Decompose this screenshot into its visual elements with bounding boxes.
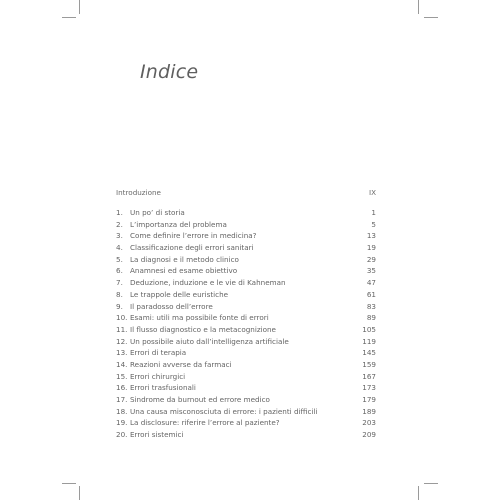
toc-entry-page: 29 <box>366 254 376 264</box>
toc-entry-number: 20. <box>116 430 128 440</box>
page-title: Indice <box>140 61 199 83</box>
toc-entry-label: Anamnesi ed esame obiettivo <box>130 266 238 276</box>
toc-entry[interactable] <box>116 208 376 220</box>
toc-entry[interactable] <box>116 383 376 395</box>
toc-entry[interactable] <box>116 220 376 232</box>
toc-entry-page: 159 <box>362 359 376 369</box>
toc-entry-number: 5. <box>116 254 123 264</box>
crop-mark-top-left-vertical <box>79 0 80 14</box>
toc-entry-page: 145 <box>362 348 376 358</box>
toc-entry-number: 3. <box>116 231 123 241</box>
toc-entry[interactable] <box>116 302 376 314</box>
toc-entry-page: 89 <box>366 313 376 323</box>
toc-entry-label: Classificazione degli errori sanitari <box>130 243 254 253</box>
toc-entry[interactable] <box>116 266 376 278</box>
toc-entry-page: 189 <box>362 406 376 416</box>
toc-entry-label: Le trappole delle euristiche <box>130 289 229 299</box>
toc-entry[interactable] <box>116 360 376 372</box>
crop-mark-bottom-right-vertical <box>418 486 419 500</box>
toc-entry-page: 5 <box>371 219 376 229</box>
toc-entry-number: 16. <box>116 383 128 393</box>
toc-entry-number: 18. <box>116 406 128 416</box>
toc-entry[interactable] <box>116 325 376 337</box>
toc-entry[interactable] <box>116 372 376 384</box>
crop-mark-bottom-right-horizontal <box>424 483 438 484</box>
toc-entry[interactable] <box>116 418 376 430</box>
toc-entry-page: 179 <box>362 395 376 404</box>
toc-entry-number: 15. <box>116 371 128 381</box>
toc-entry-label: La diagnosi e il metodo clinico <box>130 254 239 264</box>
toc-intro-row[interactable] <box>116 188 376 202</box>
toc-entry[interactable] <box>116 348 376 360</box>
toc-entry-page: 209 <box>362 430 376 440</box>
toc-entry-label: Il flusso diagnostico e la metacognizione <box>130 324 276 334</box>
toc-entry-label: Errori sistemici <box>130 430 184 440</box>
toc-entry[interactable] <box>116 278 376 290</box>
toc-entry-page: 167 <box>362 371 376 381</box>
toc-entry-number: 12. <box>116 336 128 346</box>
toc-entry-label: Il paradosso dell’errore <box>130 301 213 311</box>
toc-entry-number: 8. <box>116 289 123 299</box>
toc-entry-label: Un possibile aiuto dall’intelligenza artificiale <box>130 336 289 346</box>
crop-mark-top-left-horizontal <box>62 17 76 18</box>
toc-entry[interactable] <box>116 395 376 407</box>
toc-entry[interactable] <box>116 290 376 302</box>
toc-entry-number: 17. <box>116 395 128 404</box>
toc-entry-label: Reazioni avverse da farmaci <box>130 359 232 369</box>
table-of-contents <box>116 188 376 442</box>
toc-entry[interactable] <box>116 313 376 325</box>
toc-entry[interactable] <box>116 407 376 419</box>
toc-entry[interactable] <box>116 231 376 243</box>
toc-entry-number: 14. <box>116 359 128 369</box>
toc-entry-number: 7. <box>116 278 123 288</box>
toc-entry-page: 83 <box>366 301 376 311</box>
toc-intro-page: IX <box>368 188 376 197</box>
toc-intro-label: Introduzione <box>116 188 161 197</box>
toc-entry[interactable] <box>116 243 376 255</box>
toc-entry[interactable] <box>116 255 376 267</box>
toc-entry-page: 1 <box>371 208 376 217</box>
crop-mark-bottom-left-horizontal <box>62 483 76 484</box>
toc-entry-label: Errori trasfusionali <box>130 383 196 393</box>
crop-mark-bottom-left-vertical <box>79 486 80 500</box>
toc-entry-number: 11. <box>116 324 128 334</box>
toc-entry-page: 13 <box>366 231 376 241</box>
toc-entry-page: 19 <box>366 243 376 253</box>
toc-entry-number: 10. <box>116 313 128 323</box>
toc-entry-number: 6. <box>116 266 123 276</box>
toc-entry-label: Esami: utili ma possibile fonte di errori <box>130 313 269 323</box>
toc-entry-page: 35 <box>366 266 376 276</box>
toc-entry-label: Deduzione, induzione e le vie di Kahneman <box>130 278 286 288</box>
toc-entry-label: Una causa misconosciuta di errore: i pazienti difficili <box>130 406 318 416</box>
toc-entry-label: La disclosure: riferire l’errore al paziente? <box>130 418 280 428</box>
toc-entry-page: 61 <box>366 289 376 299</box>
toc-entry-label: Errori chirurgici <box>130 371 186 381</box>
toc-entry-number: 2. <box>116 219 123 229</box>
toc-entry-page: 119 <box>362 336 376 346</box>
crop-mark-top-right-horizontal <box>424 17 438 18</box>
toc-entry-number: 1. <box>116 208 123 217</box>
toc-entry-label: Sindrome da burnout ed errore medico <box>130 395 270 404</box>
toc-entry-page: 173 <box>362 383 376 393</box>
toc-entry[interactable] <box>116 337 376 349</box>
crop-mark-top-right-vertical <box>418 0 419 14</box>
toc-entry-number: 19. <box>116 418 128 428</box>
toc-entry-page: 47 <box>366 278 376 288</box>
toc-entries-list <box>116 208 376 442</box>
toc-entry-label: Un po’ di storia <box>130 208 185 217</box>
toc-entry-page: 203 <box>362 418 376 428</box>
toc-entry-label: Come definire l’errore in medicina? <box>130 231 257 241</box>
toc-entry-page: 105 <box>362 324 376 334</box>
toc-entry-label: Errori di terapia <box>130 348 187 358</box>
toc-entry-number: 4. <box>116 243 123 253</box>
toc-entry-label: L’importanza del problema <box>130 219 227 229</box>
toc-entry[interactable] <box>116 430 376 442</box>
toc-entry-number: 13. <box>116 348 128 358</box>
toc-entry-number: 9. <box>116 301 123 311</box>
